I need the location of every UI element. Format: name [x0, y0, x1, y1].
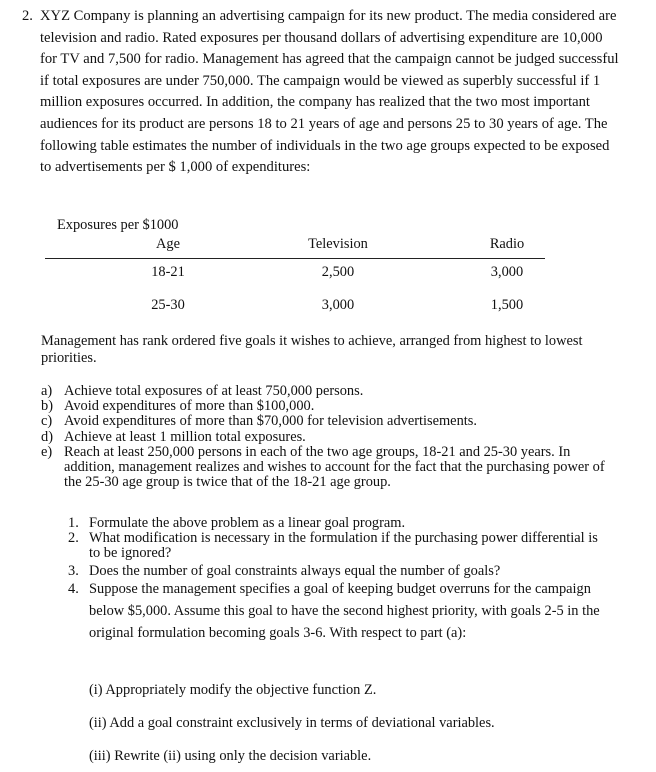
goal-label: b) — [41, 398, 53, 415]
table-cell: 1,500 — [490, 297, 524, 313]
question-text: What modification is necessary in the formulation if the purchasing power differential is to be ignored? — [89, 530, 598, 562]
table-header-age: Age — [156, 236, 180, 252]
goal-item-c — [41, 414, 611, 429]
goal-item-d — [41, 430, 611, 445]
question-text: Formulate the above problem as a linear goal program. — [89, 515, 406, 531]
goal-label: e) — [41, 443, 53, 460]
goal-label: d) — [41, 428, 53, 445]
goal-text: Reach at least 250,000 persons in each of the two age groups, 18-21 and 25-30 years. In addition, management realizes and wishes to account for the fact that the purchasing power of the 25-30 age group is twice that of the 18-21 age group. — [64, 443, 605, 491]
question-label: 4. — [68, 580, 79, 597]
subpart-item-iii — [89, 748, 371, 765]
goal-text: Avoid expenditures of more than $70,000 for television advertisements. — [64, 413, 477, 430]
goal-item-a — [41, 384, 611, 399]
question-item-4 — [68, 578, 603, 644]
question-text: Suppose the management specifies a goal of keeping budget overruns for the campaign below $5,000. Assume this goal to have the second highest priority, with goals 2-5 in the original formulation becoming goals 3-6. With respect to part (a): — [89, 580, 600, 641]
goal-text: Achieve total exposures of at least 750,000 persons. — [64, 383, 364, 399]
subpart-text: Add a goal constraint exclusively in terms of deviational variables. — [109, 715, 495, 731]
table-caption: Exposures per $1000 — [57, 217, 179, 233]
subpart-label: (iii) — [89, 748, 111, 764]
question-item-2 — [68, 531, 603, 561]
table-cell: 18-21 — [151, 264, 185, 280]
question-text: Does the number of goal constraints always equal the number of goals? — [89, 562, 501, 579]
subpart-label: (ii) — [89, 715, 107, 731]
table-cell: 2,500 — [321, 264, 355, 280]
goal-label: c) — [41, 413, 53, 430]
table-header-television: Television — [308, 236, 368, 252]
goal-item-b — [41, 399, 611, 414]
goal-item-e — [41, 445, 611, 491]
table-cell: 25-30 — [151, 297, 185, 313]
goal-text: Avoid expenditures of more than $100,000. — [64, 398, 315, 415]
question-item-1 — [68, 516, 603, 531]
table-cell: 3,000 — [321, 297, 355, 313]
problem-statement — [22, 6, 622, 179]
question-label: 1. — [68, 515, 79, 531]
problem-text: XYZ Company is planning an advertising campaign for its new product. The media considered are television and radio. Rated exposures per thousand dollars of advertising expenditure are 10,000 for TV and 7,500 for radio. Management has agreed that the campaign cannot be judged successful if total exposures are under 750,000. The campaign would be viewed as superbly successful if 1 million exposures occurred. In addition, the company has realized that the two most important audiences for its product are persons 18 to 21 years of age and persons 25 to 30 years of age. The following table estimates the number of individuals in the two age groups expected to be exposed to advertisements per $ 1,000 of expenditures: — [40, 8, 619, 176]
table-header-radio: Radio — [489, 236, 525, 252]
table-cell: 3,000 — [490, 264, 524, 280]
management-statement: Management has rank ordered five goals it wishes to achieve, arranged from highest to lowest priorities. — [41, 333, 583, 366]
question-item-3 — [68, 564, 603, 579]
subpart-item-ii — [89, 715, 495, 732]
subpart-text: Rewrite (ii) using only the decision variable. — [114, 748, 372, 764]
table-header-rule — [45, 258, 545, 259]
goal-label: a) — [41, 383, 53, 399]
question-label: 2. — [68, 530, 79, 547]
question-label: 3. — [68, 562, 79, 579]
questions-list — [68, 516, 603, 644]
subpart-label: (i) — [89, 682, 103, 698]
subpart-item-i — [89, 682, 376, 699]
goals-list — [41, 384, 611, 490]
goal-text: Achieve at least 1 million total exposures. — [64, 428, 306, 445]
problem-number: 2. — [22, 8, 33, 24]
subpart-text: Appropriately modify the objective function Z. — [105, 682, 377, 698]
